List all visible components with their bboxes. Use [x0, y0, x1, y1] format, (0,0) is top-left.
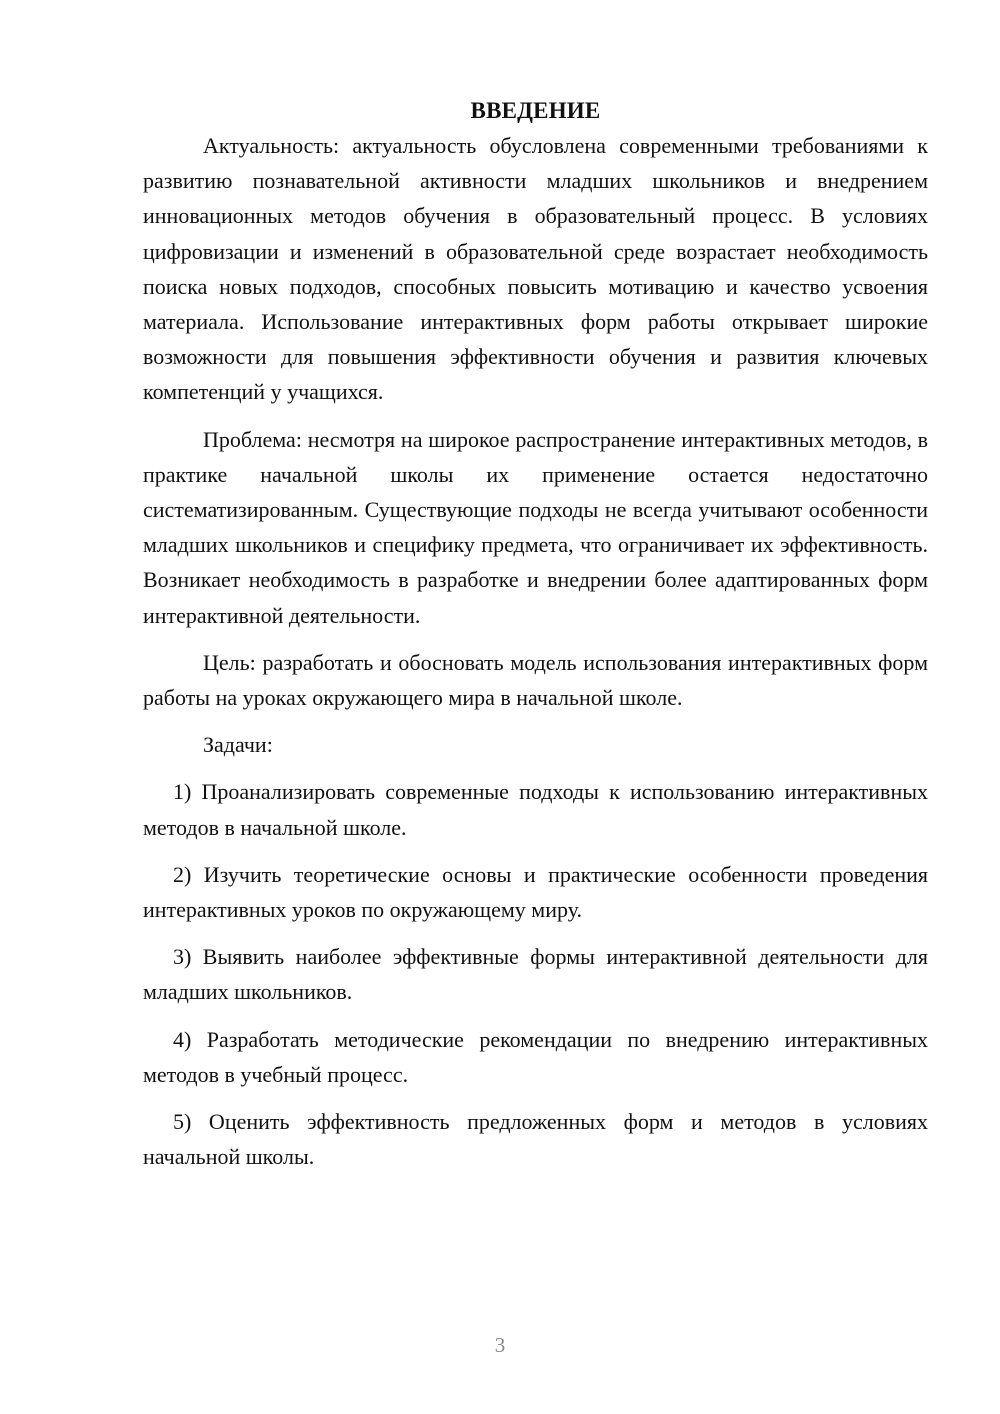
paragraph-problem: Проблема: несмотря на широкое распространение интерактивных методов, в практике начальной школы их применение остается недостаточно систематизированным. Существующие подходы не всегда учитывают особенности младших школьников и специфику предмета, что ограничивает их эффективность. Возникает необходимость в разработке и внедрении более адаптированных форм интерактивной деятельности.: [143, 426, 928, 628]
paragraph-goal: Цель: разработать и обосновать модель использования интерактивных форм работы на уроках окружающего мира в начальной школе.: [143, 649, 928, 711]
document-page: [143, 93, 928, 1186]
page-number: 3: [494, 1333, 506, 1357]
task-item-2: 2) Изучить теоретические основы и практические особенности проведения интерактивных уроков по окружающему миру.: [143, 861, 928, 923]
task-item-4: 4) Разработать методические рекомендации по внедрению интерактивных методов в учебный процесс.: [143, 1026, 928, 1087]
tasks-heading: Задачи:: [203, 732, 273, 758]
paragraph-relevance: Актуальность: актуальность обусловлена современными требованиями к развитию познавательной активности младших школьников и внедрением инновационных методов обучения в образовательный процесс. В условиях цифровизации и изменений в образовательной среде возрастает необходимость поиска новых подходов, способных повысить мотивацию и качество усвоения материала. Использование интерактивных форм работы открывает широкие возможности для повышения эффективности обучения и развития ключевых компетенций у учащихся.: [143, 133, 928, 405]
task-item-5: 5) Оценить эффективность предложенных форм и методов в условиях начальной школы.: [143, 1109, 928, 1170]
task-item-1: 1) Проанализировать современные подходы к использованию интерактивных методов в начальной школе.: [143, 779, 928, 840]
section-title: ВВЕДЕНИЕ: [470, 98, 601, 123]
task-item-3: 3) Выявить наиболее эффективные формы интерактивной деятельности для младших школьников.: [143, 944, 928, 1005]
